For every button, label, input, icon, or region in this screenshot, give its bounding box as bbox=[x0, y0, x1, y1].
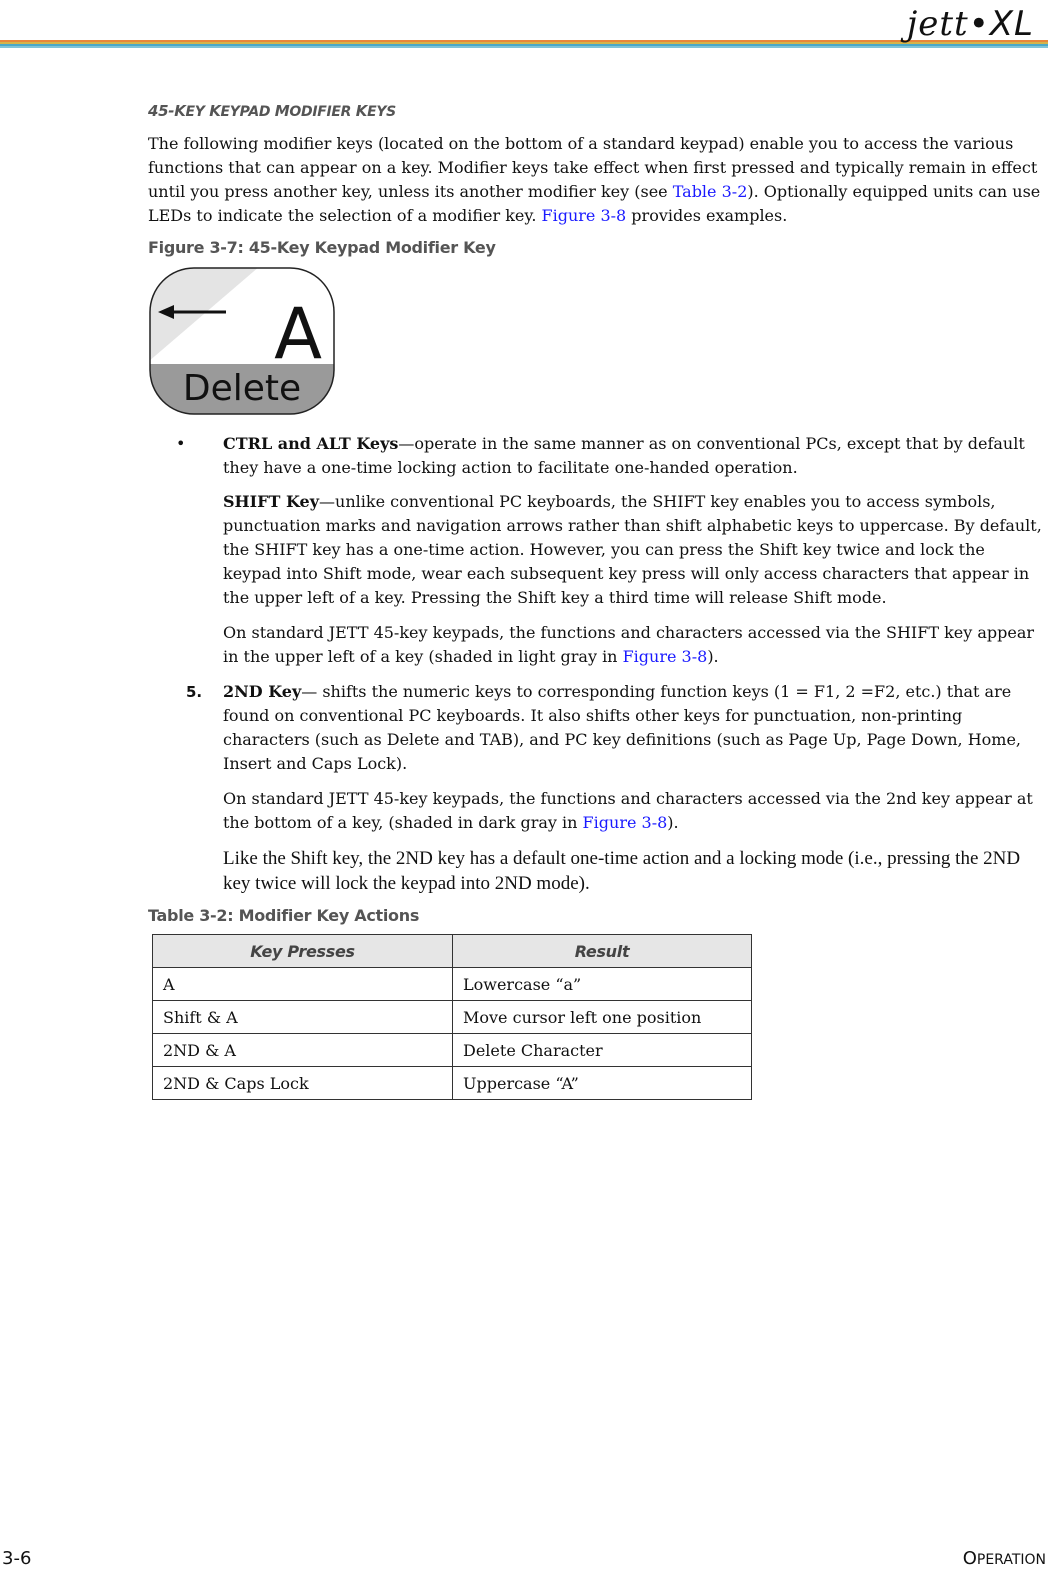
table-header-row bbox=[153, 935, 752, 968]
shift-standard-paragraph bbox=[223, 621, 1045, 669]
bullet-marker: • bbox=[176, 434, 186, 453]
shift-standard-text: On standard JETT 45-key keypads, the functions and characters accessed via the SHIFT key appear in the upper left of a key (shaded in light gray in bbox=[223, 623, 1035, 666]
heading-part: ODIFIER bbox=[289, 104, 356, 120]
result-cell: Delete Character bbox=[453, 1034, 752, 1067]
table-caption: Table 3-2: Modifier Key Actions bbox=[148, 906, 420, 925]
jett-xl-logo bbox=[907, 4, 1034, 44]
list-number: 5. bbox=[186, 683, 203, 701]
second-standard-text: On standard JETT 45-key keypads, the functions and characters accessed via the 2nd key appear at the bottom of a key, (shaded in dark gray in bbox=[223, 789, 1033, 832]
ctrl-alt-text: —operate in the same manner as on conventional PCs, except that by default they have a one-time locking action to facilitate one-handed operation. bbox=[223, 434, 1025, 477]
table-row bbox=[153, 1067, 752, 1100]
ctrl-alt-paragraph bbox=[223, 432, 1045, 480]
page-number: 3-6 bbox=[2, 1548, 32, 1569]
figure-caption: Figure 3-7: 45-Key Keypad Modifier Key bbox=[148, 238, 496, 257]
table-row bbox=[153, 968, 752, 1001]
heading-part: 45-K bbox=[148, 102, 186, 120]
shift-key-text: —unlike conventional PC keyboards, the SHIFT key enables you to access symbols, punctuation marks and navigation arrows rather than shift alphabetic keys to uppercase. By default, the SHIFT key has a one-time action. However, you can press the Shift key twice and lock the keypad into Shift mode, wear each subsequent key press will only access characters that appear in the upper left of a key. Pressing the Shift key a third time will release Shift mode. bbox=[223, 492, 1042, 607]
header-stripes bbox=[0, 40, 1048, 50]
table-3-2-link[interactable]: Table 3-2 bbox=[672, 182, 748, 201]
logo-suffix: XL bbox=[989, 4, 1034, 44]
key-presses-cell: Shift & A bbox=[153, 1001, 453, 1034]
heading-part: K bbox=[355, 102, 368, 120]
heading-part: EYS bbox=[367, 104, 396, 120]
intro-paragraph bbox=[148, 132, 1048, 228]
intro-text: The following modifier keys (located on the bottom of a standard keypad) enable you to access the various functions that can appear on a key. Modifier keys take effect when first pressed and typically remain in effect until you press another key, unless its another modifier key (see bbox=[148, 134, 1038, 201]
second-standard-text: ). bbox=[667, 813, 679, 832]
modifier-key-figure bbox=[148, 266, 336, 416]
modifier-key-actions-table bbox=[152, 934, 752, 1100]
figure-3-8-link[interactable]: Figure 3-8 bbox=[582, 813, 668, 832]
key-presses-cell: 2ND & Caps Lock bbox=[153, 1067, 453, 1100]
result-cell: Lowercase “a” bbox=[453, 968, 752, 1001]
stripe-light-blue bbox=[0, 46, 1048, 48]
section-name bbox=[963, 1548, 1046, 1569]
header-result: Result bbox=[453, 935, 752, 968]
second-key-paragraph bbox=[223, 680, 1045, 776]
heading-part: EY bbox=[185, 104, 210, 120]
shift-key-paragraph bbox=[223, 490, 1045, 610]
shift-standard-text: ). bbox=[707, 647, 719, 666]
table-row bbox=[153, 1034, 752, 1067]
key-presses-cell: 2ND & A bbox=[153, 1034, 453, 1067]
second-standard-paragraph bbox=[223, 787, 1045, 835]
second-key-title: 2ND Key bbox=[223, 682, 302, 701]
result-cell: Uppercase “A” bbox=[453, 1067, 752, 1100]
logo-main: jett bbox=[906, 4, 969, 44]
key-bottom-label: Delete bbox=[182, 368, 302, 409]
section-initial: O bbox=[962, 1548, 977, 1569]
result-cell: Move cursor left one position bbox=[453, 1001, 752, 1034]
heading-part: EYPAD bbox=[220, 104, 275, 120]
second-lock-paragraph: Like the Shift key, the 2ND key has a default one-time action and a locking mode (i.e., pressing the 2ND key twice will lock the keypad into 2ND mode). bbox=[223, 848, 1021, 894]
heading-part: M bbox=[274, 102, 290, 120]
intro-text: ). Optionally equipped units can use LEDs to indicate the selection of a modifier key. bbox=[148, 182, 1041, 225]
header-key-presses: Key Presses bbox=[153, 935, 453, 968]
table-row bbox=[153, 1001, 752, 1034]
second-key-text: — shifts the numeric keys to corresponding function keys (1 = F1, 2 =F2, etc.) that are found on conventional PC keyboards. It also shifts other keys for punctuation, non-printing characters (such as Delete and TAB), and PC key definitions (such as Page Up, Page Down, Home, Insert and Caps Lock). bbox=[223, 682, 1021, 773]
figure-3-8-link[interactable]: Figure 3-8 bbox=[622, 647, 708, 666]
key-letter: A bbox=[274, 293, 322, 375]
figure-3-8-link[interactable]: Figure 3-8 bbox=[541, 206, 627, 225]
section-rest: PERATION bbox=[976, 1552, 1046, 1568]
shift-key-title: SHIFT Key bbox=[223, 492, 320, 511]
section-heading bbox=[148, 102, 396, 120]
logo-dot: • bbox=[968, 4, 990, 44]
intro-text: provides examples. bbox=[626, 206, 788, 225]
key-presses-cell: A bbox=[153, 968, 453, 1001]
heading-part: K bbox=[209, 102, 221, 120]
ctrl-alt-title: CTRL and ALT Keys bbox=[223, 434, 399, 453]
